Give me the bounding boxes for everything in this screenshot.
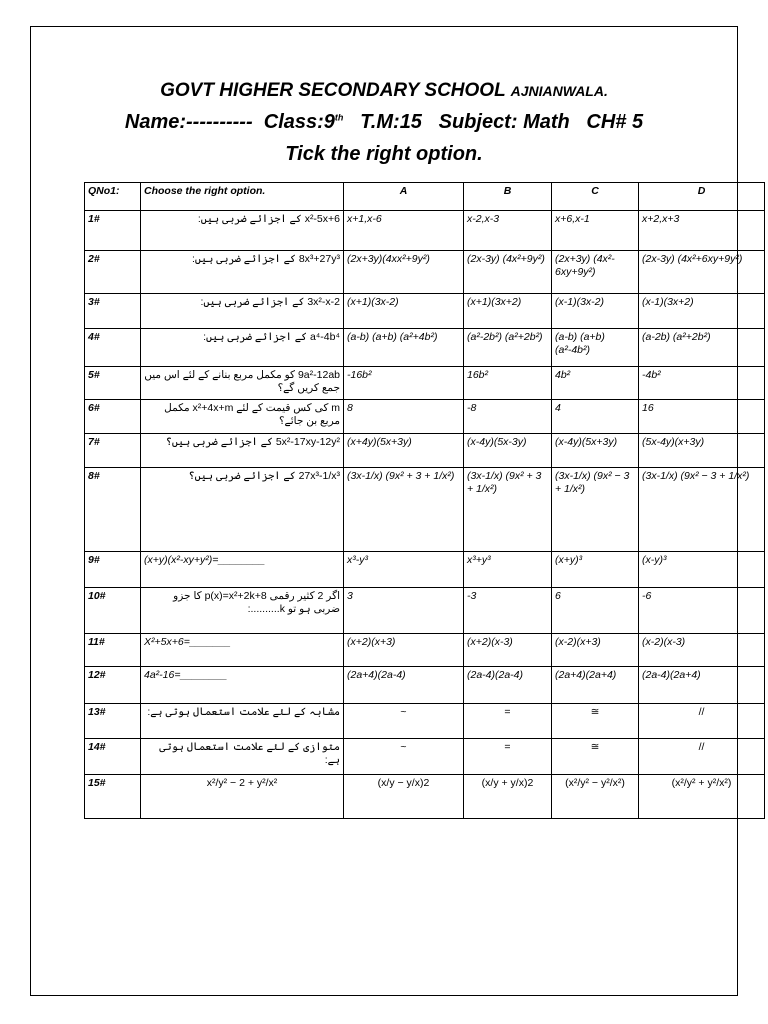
question-text: a⁴-4b⁴ کے اجزائے ضربی ہیں: — [141, 329, 344, 367]
table-row — [85, 634, 765, 667]
question-number: 10# — [85, 588, 141, 634]
question-number: 6# — [85, 400, 141, 434]
option-b[interactable]: x³+y³ — [464, 552, 552, 588]
table-row — [85, 294, 765, 329]
option-d[interactable]: -6 — [639, 588, 765, 634]
option-a[interactable]: (a-b) (a+b) (a²+4b²) — [344, 329, 464, 367]
question-text: 5x²-17xy-12y² کے اجزائے ضربی ہیں؟ — [141, 434, 344, 468]
question-number: 2# — [85, 251, 141, 294]
table-header-row — [85, 183, 765, 211]
option-d[interactable]: (5x-4y)(x+3y) — [639, 434, 765, 468]
option-b[interactable]: (x-4y)(5x-3y) — [464, 434, 552, 468]
mcq-table — [84, 182, 765, 819]
option-c[interactable]: 4 — [552, 400, 639, 434]
option-b[interactable]: (2x-3y) (4x²+9y²) — [464, 251, 552, 294]
school-place: AJNIANWALA. — [510, 83, 608, 99]
header-c: C — [552, 183, 639, 211]
option-d[interactable]: (2x-3y) (4x²+6xy+9y²) — [639, 251, 765, 294]
question-text: X²+5x+6=_______ — [141, 634, 344, 667]
option-a[interactable]: ~ — [344, 704, 464, 739]
option-a[interactable]: -16b² — [344, 367, 464, 400]
option-b[interactable]: (x/y + y/x)2 — [464, 775, 552, 819]
header-b: B — [464, 183, 552, 211]
question-text: x²-5x+6 کے اجزائے ضربی ہیں: — [141, 211, 344, 251]
option-d[interactable]: (a-2b) (a²+2b²) — [639, 329, 765, 367]
header-d: D — [639, 183, 765, 211]
option-b[interactable]: -8 — [464, 400, 552, 434]
table-row — [85, 552, 765, 588]
instruction: Tick the right option. — [285, 143, 483, 165]
question-text: 3x²-x-2 کے اجزائے ضربی ہیں: — [141, 294, 344, 329]
option-c[interactable]: (x²/y² − y²/x²) — [552, 775, 639, 819]
subject-label: Subject: Math — [438, 111, 570, 133]
question-text: متوازی کے لئے علامت استعمال ہوتی ہے: — [141, 739, 344, 775]
option-a[interactable]: (3x-1/x) (9x² + 3 + 1/x²) — [344, 468, 464, 552]
table-row — [85, 739, 765, 775]
option-a[interactable]: x³-y³ — [344, 552, 464, 588]
school-name: GOVT HIGHER SECONDARY SCHOOL — [160, 80, 506, 101]
table-row — [85, 400, 765, 434]
option-d[interactable]: // — [639, 739, 765, 775]
question-text: 9a²-12ab کو مکمل مربع بنانے کے لئے اس میں جمع کریں گے؟ — [141, 367, 344, 400]
option-c[interactable]: (3x-1/x) (9x² − 3 + 1/x²) — [552, 468, 639, 552]
name-label: Name:---------- — [124, 111, 253, 133]
option-b[interactable]: = — [464, 704, 552, 739]
option-d[interactable]: (2a-4)(2a+4) — [639, 667, 765, 704]
option-c[interactable]: 4b² — [552, 367, 639, 400]
option-a[interactable]: ~ — [344, 739, 464, 775]
option-a[interactable]: (x/y − y/x)2 — [344, 775, 464, 819]
question-number: 1# — [85, 211, 141, 251]
table-row — [85, 775, 765, 819]
option-d[interactable]: (3x-1/x) (9x² − 3 + 1/x²) — [639, 468, 765, 552]
table-row — [85, 434, 765, 468]
header-question: Choose the right option. — [141, 183, 344, 211]
option-b[interactable]: (a²-2b²) (a²+2b²) — [464, 329, 552, 367]
option-b[interactable]: (x+1)(3x+2) — [464, 294, 552, 329]
option-c[interactable]: (x+y)³ — [552, 552, 639, 588]
question-number: 7# — [85, 434, 141, 468]
option-c[interactable]: (x-4y)(5x+3y) — [552, 434, 639, 468]
option-d[interactable]: x+2,x+3 — [639, 211, 765, 251]
option-d[interactable]: 16 — [639, 400, 765, 434]
option-a[interactable]: (x+4y)(5x+3y) — [344, 434, 464, 468]
option-c[interactable]: (a-b) (a+b) (a²-4b²) — [552, 329, 639, 367]
table-row — [85, 329, 765, 367]
option-a[interactable]: (2x+3y)(4xx²+9y²) — [344, 251, 464, 294]
option-a[interactable]: 8 — [344, 400, 464, 434]
question-number: 11# — [85, 634, 141, 667]
question-text: 4a²-16=________ — [141, 667, 344, 704]
option-a[interactable]: (x+1)(3x-2) — [344, 294, 464, 329]
question-number: 5# — [85, 367, 141, 400]
option-c[interactable]: (x-2)(x+3) — [552, 634, 639, 667]
option-c[interactable]: 6 — [552, 588, 639, 634]
option-b[interactable]: = — [464, 739, 552, 775]
option-c[interactable]: (x-1)(3x-2) — [552, 294, 639, 329]
school-title — [0, 80, 768, 102]
option-b[interactable]: (2a-4)(2a-4) — [464, 667, 552, 704]
question-number: 13# — [85, 704, 141, 739]
table-row — [85, 667, 765, 704]
question-text: مشابہ کے لئے علامت استعمال ہوتی ہے: — [141, 704, 344, 739]
option-c[interactable]: (2x+3y) (4x²- 6xy+9y²) — [552, 251, 639, 294]
class-sup: th — [334, 112, 344, 123]
option-d[interactable]: (x-y)³ — [639, 552, 765, 588]
option-b[interactable]: (3x-1/x) (9x² + 3 + 1/x²) — [464, 468, 552, 552]
option-c[interactable]: (2a+4)(2a+4) — [552, 667, 639, 704]
question-number: 15# — [85, 775, 141, 819]
question-text: (x+y)(x²-xy+y²)=________ — [141, 552, 344, 588]
option-a[interactable]: (x+2)(x+3) — [344, 634, 464, 667]
option-b[interactable]: 16b² — [464, 367, 552, 400]
question-number: 4# — [85, 329, 141, 367]
tm-label: T.M:15 — [360, 111, 422, 133]
option-a[interactable]: (2a+4)(2a-4) — [344, 667, 464, 704]
option-c[interactable]: x+6,x-1 — [552, 211, 639, 251]
table-row — [85, 251, 765, 294]
question-text: m کی کس قیمت کے لئے x²+4x+m مکمل مربع بن جائے؟ — [141, 400, 344, 434]
table-row — [85, 367, 765, 400]
question-number: 14# — [85, 739, 141, 775]
table-row — [85, 588, 765, 634]
question-number: 8# — [85, 468, 141, 552]
option-b[interactable]: -3 — [464, 588, 552, 634]
chapter-label: CH# 5 — [586, 111, 644, 133]
question-text: اگر 2 کثیر رقمی p(x)=x²+2k+8 کا جزو ضربی ہو تو k..........: — [141, 588, 344, 634]
question-text: 27x³-1/x³ کے اجزائے ضربی ہیں؟ — [141, 468, 344, 552]
header-qno: QNo1: — [85, 183, 141, 211]
option-d[interactable]: // — [639, 704, 765, 739]
question-number: 3# — [85, 294, 141, 329]
table-row — [85, 468, 765, 552]
question-text: x²/y² − 2 + y²/x² — [141, 775, 344, 819]
question-text: 8x³+27y³ کے اجزائے ضربی ہیں: — [141, 251, 344, 294]
option-c[interactable]: ≅ — [552, 704, 639, 739]
table-row — [85, 704, 765, 739]
option-b[interactable]: x-2,x-3 — [464, 211, 552, 251]
header-a: A — [344, 183, 464, 211]
option-d[interactable]: (x²/y² + y²/x²) — [639, 775, 765, 819]
table-row — [85, 211, 765, 251]
option-b[interactable]: (x+2)(x-3) — [464, 634, 552, 667]
question-number: 9# — [85, 552, 141, 588]
option-d[interactable]: (x-1)(3x+2) — [639, 294, 765, 329]
info-line — [0, 111, 768, 134]
option-d[interactable]: (x-2)(x-3) — [639, 634, 765, 667]
option-d[interactable]: -4b² — [639, 367, 765, 400]
option-a[interactable]: 3 — [344, 588, 464, 634]
option-a[interactable]: x+1,x-6 — [344, 211, 464, 251]
option-c[interactable]: ≅ — [552, 739, 639, 775]
class-label: Class:9 — [263, 111, 335, 133]
question-number: 12# — [85, 667, 141, 704]
